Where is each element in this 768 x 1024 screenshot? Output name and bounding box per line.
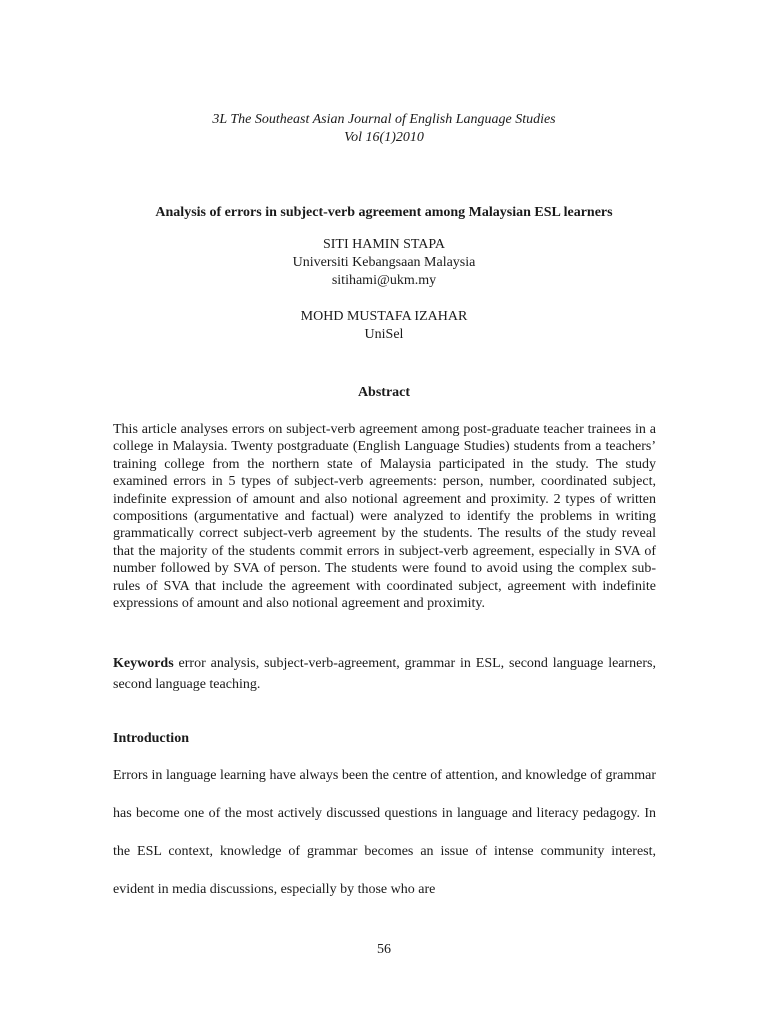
keywords-label: Keywords <box>113 656 174 671</box>
journal-title: 3L The Southeast Asian Journal of English Language Studies <box>212 112 556 127</box>
journal-volume: Vol 16(1)2010 <box>344 130 424 145</box>
introduction-heading: Introduction <box>113 731 189 746</box>
author-affiliation: UniSel <box>364 327 404 342</box>
abstract-text: This article analyses errors on subject-verb agreement among post-graduate teacher trainees in a college in Malaysia. Twenty postgraduate (English Language Studies) students from a teachers’ training college from the northern state of Malaysia participated in the study. The study examined errors in 5 types of subject-verb agreements: person, number, coordinated subject, indefinite expression of amount and also notional agreement and proximity. 2 types of written compositions (argumentative and factual) were analyzed to identify the problems in writing grammatically correct subject-verb agreement by the students. The results of the study reveal that the majority of the students commit errors in subject-verb agreement, especially in SVA of number followed by SVA of person. The students were found to avoid using the complex sub-rules of SVA that include the agreement with coordinated subject, agreement with indefinite expressions of amount and also notional agreement and proximity. <box>113 422 656 612</box>
page-number: 56 <box>377 942 391 957</box>
abstract-heading: Abstract <box>357 385 411 400</box>
keywords-text: error analysis, subject-verb-agreement, grammar in ESL, second language learners, second language teaching. <box>113 656 656 692</box>
article-title: Analysis of errors in subject-verb agreement among Malaysian ESL learners <box>155 205 613 220</box>
author-email: sitihami@ukm.my <box>331 273 437 288</box>
author-name: SITI HAMIN STAPA <box>322 237 446 252</box>
introduction-text: Errors in language learning have always been the centre of attention, and knowledge of grammar has become one of the most actively discussed questions in language and literacy pedagogy. In the ESL context, knowledge of grammar becomes an issue of intense community interest, evident in media discussions, especially by those who are <box>113 768 656 897</box>
keywords-paragraph <box>113 653 656 695</box>
author-affiliation: Universiti Kebangsaan Malaysia <box>292 255 476 270</box>
author-name: MOHD MUSTAFA IZAHAR <box>300 309 468 324</box>
